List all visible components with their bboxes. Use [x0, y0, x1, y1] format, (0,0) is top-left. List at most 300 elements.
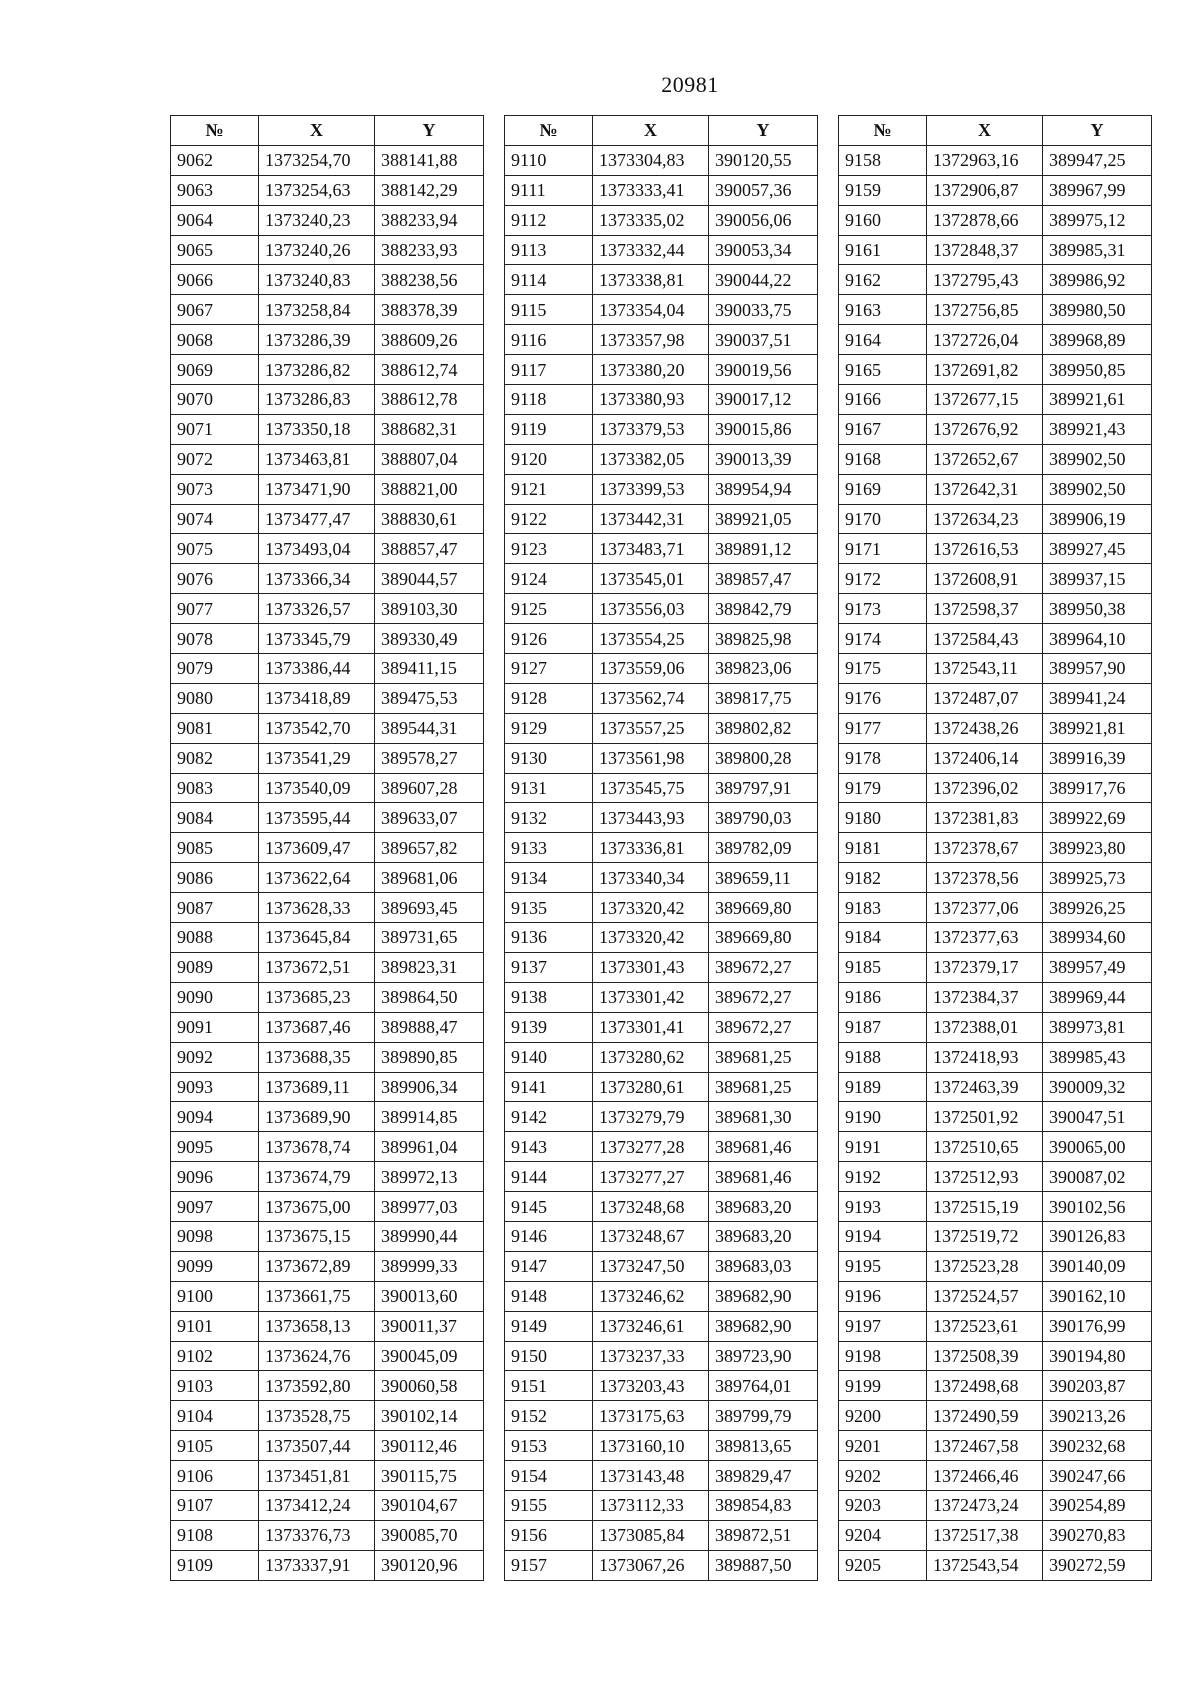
table-row [171, 863, 484, 893]
table-row [505, 1192, 818, 1222]
x-coordinate: 1373528,75 [259, 1401, 375, 1431]
x-coordinate: 1373399,53 [593, 474, 709, 504]
table-row [505, 1042, 818, 1072]
point-number: 9178 [839, 743, 927, 773]
y-coordinate: 389921,05 [709, 504, 818, 534]
point-number: 9163 [839, 295, 927, 325]
table-row [839, 1192, 1152, 1222]
x-coordinate: 1372487,07 [927, 683, 1043, 713]
y-coordinate: 389969,44 [1043, 982, 1152, 1012]
table-row [171, 504, 484, 534]
x-coordinate: 1372963,16 [927, 145, 1043, 175]
y-coordinate: 390060,58 [375, 1371, 484, 1401]
y-coordinate: 389330,49 [375, 624, 484, 654]
x-coordinate: 1372677,15 [927, 385, 1043, 415]
y-coordinate: 389916,39 [1043, 743, 1152, 773]
x-coordinate: 1373412,24 [259, 1490, 375, 1520]
point-number: 9077 [171, 594, 259, 624]
y-coordinate: 389864,50 [375, 982, 484, 1012]
point-number: 9107 [171, 1490, 259, 1520]
table-row [505, 1490, 818, 1520]
y-coordinate: 389906,34 [375, 1072, 484, 1102]
table-row [505, 1401, 818, 1431]
header-y: Y [709, 116, 818, 146]
header-y: Y [375, 116, 484, 146]
x-coordinate: 1373562,74 [593, 683, 709, 713]
x-coordinate: 1372377,06 [927, 893, 1043, 923]
x-coordinate: 1373380,93 [593, 385, 709, 415]
table-row [505, 1311, 818, 1341]
y-coordinate: 390254,89 [1043, 1490, 1152, 1520]
x-coordinate: 1373246,62 [593, 1281, 709, 1311]
point-number: 9130 [505, 743, 593, 773]
y-coordinate: 388821,00 [375, 474, 484, 504]
point-number: 9101 [171, 1311, 259, 1341]
point-number: 9086 [171, 863, 259, 893]
table-row [839, 1102, 1152, 1132]
y-coordinate: 389817,75 [709, 683, 818, 713]
point-number: 9092 [171, 1042, 259, 1072]
x-coordinate: 1373451,81 [259, 1461, 375, 1491]
point-number: 9155 [505, 1490, 593, 1520]
x-coordinate: 1372418,93 [927, 1042, 1043, 1072]
x-coordinate: 1372543,54 [927, 1550, 1043, 1580]
y-coordinate: 390112,46 [375, 1431, 484, 1461]
point-number: 9095 [171, 1132, 259, 1162]
table-row [171, 1520, 484, 1550]
table-row [505, 504, 818, 534]
table-row [839, 982, 1152, 1012]
table-row [171, 1431, 484, 1461]
point-number: 9100 [171, 1281, 259, 1311]
table-row [839, 1550, 1152, 1580]
table-row [839, 923, 1152, 953]
page-number: 20981 [661, 72, 719, 97]
point-number: 9141 [505, 1072, 593, 1102]
y-coordinate: 390087,02 [1043, 1162, 1152, 1192]
point-number: 9181 [839, 833, 927, 863]
x-coordinate: 1373661,75 [259, 1281, 375, 1311]
x-coordinate: 1372406,14 [927, 743, 1043, 773]
point-number: 9102 [171, 1341, 259, 1371]
y-coordinate: 390120,55 [709, 145, 818, 175]
x-coordinate: 1372377,63 [927, 923, 1043, 953]
point-number: 9184 [839, 923, 927, 953]
y-coordinate: 389802,82 [709, 713, 818, 743]
table-row [839, 504, 1152, 534]
y-coordinate: 389764,01 [709, 1371, 818, 1401]
point-number: 9111 [505, 175, 593, 205]
table-row [505, 863, 818, 893]
point-number: 9134 [505, 863, 593, 893]
x-coordinate: 1372524,57 [927, 1281, 1043, 1311]
y-coordinate: 390102,14 [375, 1401, 484, 1431]
y-coordinate: 389782,09 [709, 833, 818, 863]
x-coordinate: 1373624,76 [259, 1341, 375, 1371]
point-number: 9197 [839, 1311, 927, 1341]
y-coordinate: 389902,50 [1043, 474, 1152, 504]
point-number: 9081 [171, 713, 259, 743]
point-number: 9076 [171, 564, 259, 594]
x-coordinate: 1373477,47 [259, 504, 375, 534]
table-row [171, 773, 484, 803]
y-coordinate: 389972,13 [375, 1162, 484, 1192]
x-coordinate: 1372508,39 [927, 1341, 1043, 1371]
y-coordinate: 390047,51 [1043, 1102, 1152, 1132]
y-coordinate: 389985,31 [1043, 235, 1152, 265]
y-coordinate: 390126,83 [1043, 1221, 1152, 1251]
y-coordinate: 388807,04 [375, 444, 484, 474]
x-coordinate: 1373685,23 [259, 982, 375, 1012]
y-coordinate: 389823,31 [375, 952, 484, 982]
x-coordinate: 1373554,25 [593, 624, 709, 654]
x-coordinate: 1373542,70 [259, 713, 375, 743]
x-coordinate: 1372795,43 [927, 265, 1043, 295]
y-coordinate: 389829,47 [709, 1461, 818, 1491]
table-row [171, 1550, 484, 1580]
table-row [505, 803, 818, 833]
point-number: 9123 [505, 534, 593, 564]
x-coordinate: 1373507,44 [259, 1431, 375, 1461]
table-row [505, 1162, 818, 1192]
x-coordinate: 1373286,82 [259, 355, 375, 385]
y-coordinate: 389731,65 [375, 923, 484, 953]
y-coordinate: 389693,45 [375, 893, 484, 923]
y-coordinate: 389854,83 [709, 1490, 818, 1520]
table-row [171, 1311, 484, 1341]
x-coordinate: 1372396,02 [927, 773, 1043, 803]
table-row [505, 683, 818, 713]
table-row [505, 952, 818, 982]
table-row [839, 444, 1152, 474]
table-row [171, 1251, 484, 1281]
table-row [171, 474, 484, 504]
x-coordinate: 1373675,15 [259, 1221, 375, 1251]
table-row [171, 683, 484, 713]
header-number: № [171, 116, 259, 146]
table-row [505, 893, 818, 923]
table-row [171, 1490, 484, 1520]
point-number: 9075 [171, 534, 259, 564]
y-coordinate: 389799,79 [709, 1401, 818, 1431]
header-x: X [259, 116, 375, 146]
x-coordinate: 1372676,92 [927, 414, 1043, 444]
y-coordinate: 388682,31 [375, 414, 484, 444]
point-number: 9154 [505, 1461, 593, 1491]
y-coordinate: 389923,80 [1043, 833, 1152, 863]
point-number: 9144 [505, 1162, 593, 1192]
table-row [171, 1132, 484, 1162]
x-coordinate: 1372517,38 [927, 1520, 1043, 1550]
table-row [839, 773, 1152, 803]
y-coordinate: 389633,07 [375, 803, 484, 833]
y-coordinate: 390015,86 [709, 414, 818, 444]
table-row [839, 564, 1152, 594]
y-coordinate: 390140,09 [1043, 1251, 1152, 1281]
table-row [839, 1012, 1152, 1042]
x-coordinate: 1372501,92 [927, 1102, 1043, 1132]
y-coordinate: 389968,89 [1043, 325, 1152, 355]
table-row [171, 564, 484, 594]
x-coordinate: 1373279,79 [593, 1102, 709, 1132]
point-number: 9097 [171, 1192, 259, 1222]
y-coordinate: 389681,06 [375, 863, 484, 893]
table-row [839, 205, 1152, 235]
y-coordinate: 389682,90 [709, 1281, 818, 1311]
y-coordinate: 388233,93 [375, 235, 484, 265]
y-coordinate: 389475,53 [375, 683, 484, 713]
y-coordinate: 388378,39 [375, 295, 484, 325]
point-number: 9099 [171, 1251, 259, 1281]
header-y: Y [1043, 116, 1152, 146]
table-row [171, 1401, 484, 1431]
point-number: 9176 [839, 683, 927, 713]
point-number: 9106 [171, 1461, 259, 1491]
point-number: 9205 [839, 1550, 927, 1580]
y-coordinate: 389921,81 [1043, 713, 1152, 743]
table-row [839, 265, 1152, 295]
point-number: 9129 [505, 713, 593, 743]
x-coordinate: 1373286,83 [259, 385, 375, 415]
y-coordinate: 389934,60 [1043, 923, 1152, 953]
table-row [839, 863, 1152, 893]
table-row [839, 743, 1152, 773]
header-x: X [927, 116, 1043, 146]
table-row [505, 1251, 818, 1281]
x-coordinate: 1372490,59 [927, 1401, 1043, 1431]
y-coordinate: 388238,56 [375, 265, 484, 295]
table-row [171, 325, 484, 355]
y-coordinate: 389683,20 [709, 1192, 818, 1222]
x-coordinate: 1372652,67 [927, 444, 1043, 474]
x-coordinate: 1372378,67 [927, 833, 1043, 863]
point-number: 9083 [171, 773, 259, 803]
y-coordinate: 389544,31 [375, 713, 484, 743]
y-coordinate: 389973,81 [1043, 1012, 1152, 1042]
y-coordinate: 389921,43 [1043, 414, 1152, 444]
table-row [839, 1371, 1152, 1401]
table-row [505, 145, 818, 175]
y-coordinate: 390009,32 [1043, 1072, 1152, 1102]
table-row [505, 1341, 818, 1371]
x-coordinate: 1373678,74 [259, 1132, 375, 1162]
x-coordinate: 1373338,81 [593, 265, 709, 295]
y-coordinate: 389975,12 [1043, 205, 1152, 235]
y-coordinate: 390053,34 [709, 235, 818, 265]
y-coordinate: 390019,56 [709, 355, 818, 385]
table-row [839, 1221, 1152, 1251]
point-number: 9136 [505, 923, 593, 953]
y-coordinate: 389921,61 [1043, 385, 1152, 415]
table-row [839, 1162, 1152, 1192]
table-row [839, 235, 1152, 265]
point-number: 9150 [505, 1341, 593, 1371]
point-number: 9153 [505, 1431, 593, 1461]
table-row [171, 1042, 484, 1072]
y-coordinate: 390011,37 [375, 1311, 484, 1341]
table-row [171, 743, 484, 773]
point-number: 9188 [839, 1042, 927, 1072]
x-coordinate: 1373175,63 [593, 1401, 709, 1431]
x-coordinate: 1373557,25 [593, 713, 709, 743]
table-row [171, 1012, 484, 1042]
x-coordinate: 1373304,83 [593, 145, 709, 175]
y-coordinate: 389872,51 [709, 1520, 818, 1550]
point-number: 9117 [505, 355, 593, 385]
x-coordinate: 1372523,28 [927, 1251, 1043, 1281]
y-coordinate: 389683,03 [709, 1251, 818, 1281]
x-coordinate: 1373336,81 [593, 833, 709, 863]
x-coordinate: 1373595,44 [259, 803, 375, 833]
x-coordinate: 1373280,62 [593, 1042, 709, 1072]
table-row [171, 893, 484, 923]
x-coordinate: 1373687,46 [259, 1012, 375, 1042]
point-number: 9147 [505, 1251, 593, 1281]
table-row [839, 145, 1152, 175]
y-coordinate: 389823,06 [709, 654, 818, 684]
point-number: 9113 [505, 235, 593, 265]
table-row [839, 1311, 1152, 1341]
table-row [505, 385, 818, 415]
point-number: 9103 [171, 1371, 259, 1401]
point-number: 9121 [505, 474, 593, 504]
y-coordinate: 389922,69 [1043, 803, 1152, 833]
y-coordinate: 389902,50 [1043, 444, 1152, 474]
point-number: 9128 [505, 683, 593, 713]
y-coordinate: 390115,75 [375, 1461, 484, 1491]
point-number: 9084 [171, 803, 259, 833]
point-number: 9088 [171, 923, 259, 953]
table-row [839, 325, 1152, 355]
table-row [171, 1102, 484, 1132]
table-row [505, 743, 818, 773]
y-coordinate: 389813,65 [709, 1431, 818, 1461]
table-row [171, 952, 484, 982]
x-coordinate: 1373326,57 [259, 594, 375, 624]
x-coordinate: 1372378,56 [927, 863, 1043, 893]
point-number: 9174 [839, 624, 927, 654]
point-number: 9201 [839, 1431, 927, 1461]
y-coordinate: 388142,29 [375, 175, 484, 205]
point-number: 9065 [171, 235, 259, 265]
x-coordinate: 1373442,31 [593, 504, 709, 534]
x-coordinate: 1373540,09 [259, 773, 375, 803]
point-number: 9162 [839, 265, 927, 295]
x-coordinate: 1373248,68 [593, 1192, 709, 1222]
x-coordinate: 1372726,04 [927, 325, 1043, 355]
y-coordinate: 390056,06 [709, 205, 818, 235]
point-number: 9122 [505, 504, 593, 534]
point-number: 9146 [505, 1221, 593, 1251]
table-row [839, 1251, 1152, 1281]
y-coordinate: 389669,80 [709, 893, 818, 923]
point-number: 9085 [171, 833, 259, 863]
x-coordinate: 1373240,83 [259, 265, 375, 295]
x-coordinate: 1372498,68 [927, 1371, 1043, 1401]
point-number: 9080 [171, 683, 259, 713]
x-coordinate: 1372543,11 [927, 654, 1043, 684]
coordinates-table-1 [170, 115, 484, 1581]
x-coordinate: 1373277,28 [593, 1132, 709, 1162]
point-number: 9173 [839, 594, 927, 624]
point-number: 9114 [505, 265, 593, 295]
y-coordinate: 389044,57 [375, 564, 484, 594]
point-number: 9078 [171, 624, 259, 654]
x-coordinate: 1372381,83 [927, 803, 1043, 833]
x-coordinate: 1372384,37 [927, 982, 1043, 1012]
point-number: 9139 [505, 1012, 593, 1042]
table-row [505, 414, 818, 444]
point-number: 9166 [839, 385, 927, 415]
point-number: 9079 [171, 654, 259, 684]
table-row [839, 1132, 1152, 1162]
y-coordinate: 389927,45 [1043, 534, 1152, 564]
table-row [839, 385, 1152, 415]
point-number: 9125 [505, 594, 593, 624]
y-coordinate: 389790,03 [709, 803, 818, 833]
table-row [839, 833, 1152, 863]
point-number: 9132 [505, 803, 593, 833]
x-coordinate: 1372906,87 [927, 175, 1043, 205]
point-number: 9066 [171, 265, 259, 295]
y-coordinate: 389659,11 [709, 863, 818, 893]
point-number: 9177 [839, 713, 927, 743]
y-coordinate: 389990,44 [375, 1221, 484, 1251]
point-number: 9119 [505, 414, 593, 444]
table-row [505, 325, 818, 355]
point-number: 9172 [839, 564, 927, 594]
y-coordinate: 390120,96 [375, 1550, 484, 1580]
x-coordinate: 1373376,73 [259, 1520, 375, 1550]
y-coordinate: 389950,38 [1043, 594, 1152, 624]
point-number: 9143 [505, 1132, 593, 1162]
y-coordinate: 389964,10 [1043, 624, 1152, 654]
point-number: 9104 [171, 1401, 259, 1431]
point-number: 9175 [839, 654, 927, 684]
x-coordinate: 1373067,26 [593, 1550, 709, 1580]
coordinates-table-3 [838, 115, 1152, 1581]
table-row [171, 1072, 484, 1102]
x-coordinate: 1373301,41 [593, 1012, 709, 1042]
x-coordinate: 1373350,18 [259, 414, 375, 444]
table-row [839, 295, 1152, 325]
table-row [839, 1281, 1152, 1311]
x-coordinate: 1372691,82 [927, 355, 1043, 385]
y-coordinate: 389657,82 [375, 833, 484, 863]
x-coordinate: 1373645,84 [259, 923, 375, 953]
table-row [505, 1102, 818, 1132]
x-coordinate: 1373357,98 [593, 325, 709, 355]
table-row [505, 923, 818, 953]
x-coordinate: 1372608,91 [927, 564, 1043, 594]
x-coordinate: 1373622,64 [259, 863, 375, 893]
point-number: 9098 [171, 1221, 259, 1251]
table-row [505, 474, 818, 504]
coordinates-table-2 [504, 115, 818, 1581]
table-row [839, 713, 1152, 743]
table-row [505, 833, 818, 863]
x-coordinate: 1372616,53 [927, 534, 1043, 564]
x-coordinate: 1373689,11 [259, 1072, 375, 1102]
point-number: 9110 [505, 145, 593, 175]
point-number: 9071 [171, 414, 259, 444]
table-row [505, 534, 818, 564]
point-number: 9142 [505, 1102, 593, 1132]
x-coordinate: 1373382,05 [593, 444, 709, 474]
y-coordinate: 390272,59 [1043, 1550, 1152, 1580]
x-coordinate: 1373112,33 [593, 1490, 709, 1520]
y-coordinate: 390162,10 [1043, 1281, 1152, 1311]
